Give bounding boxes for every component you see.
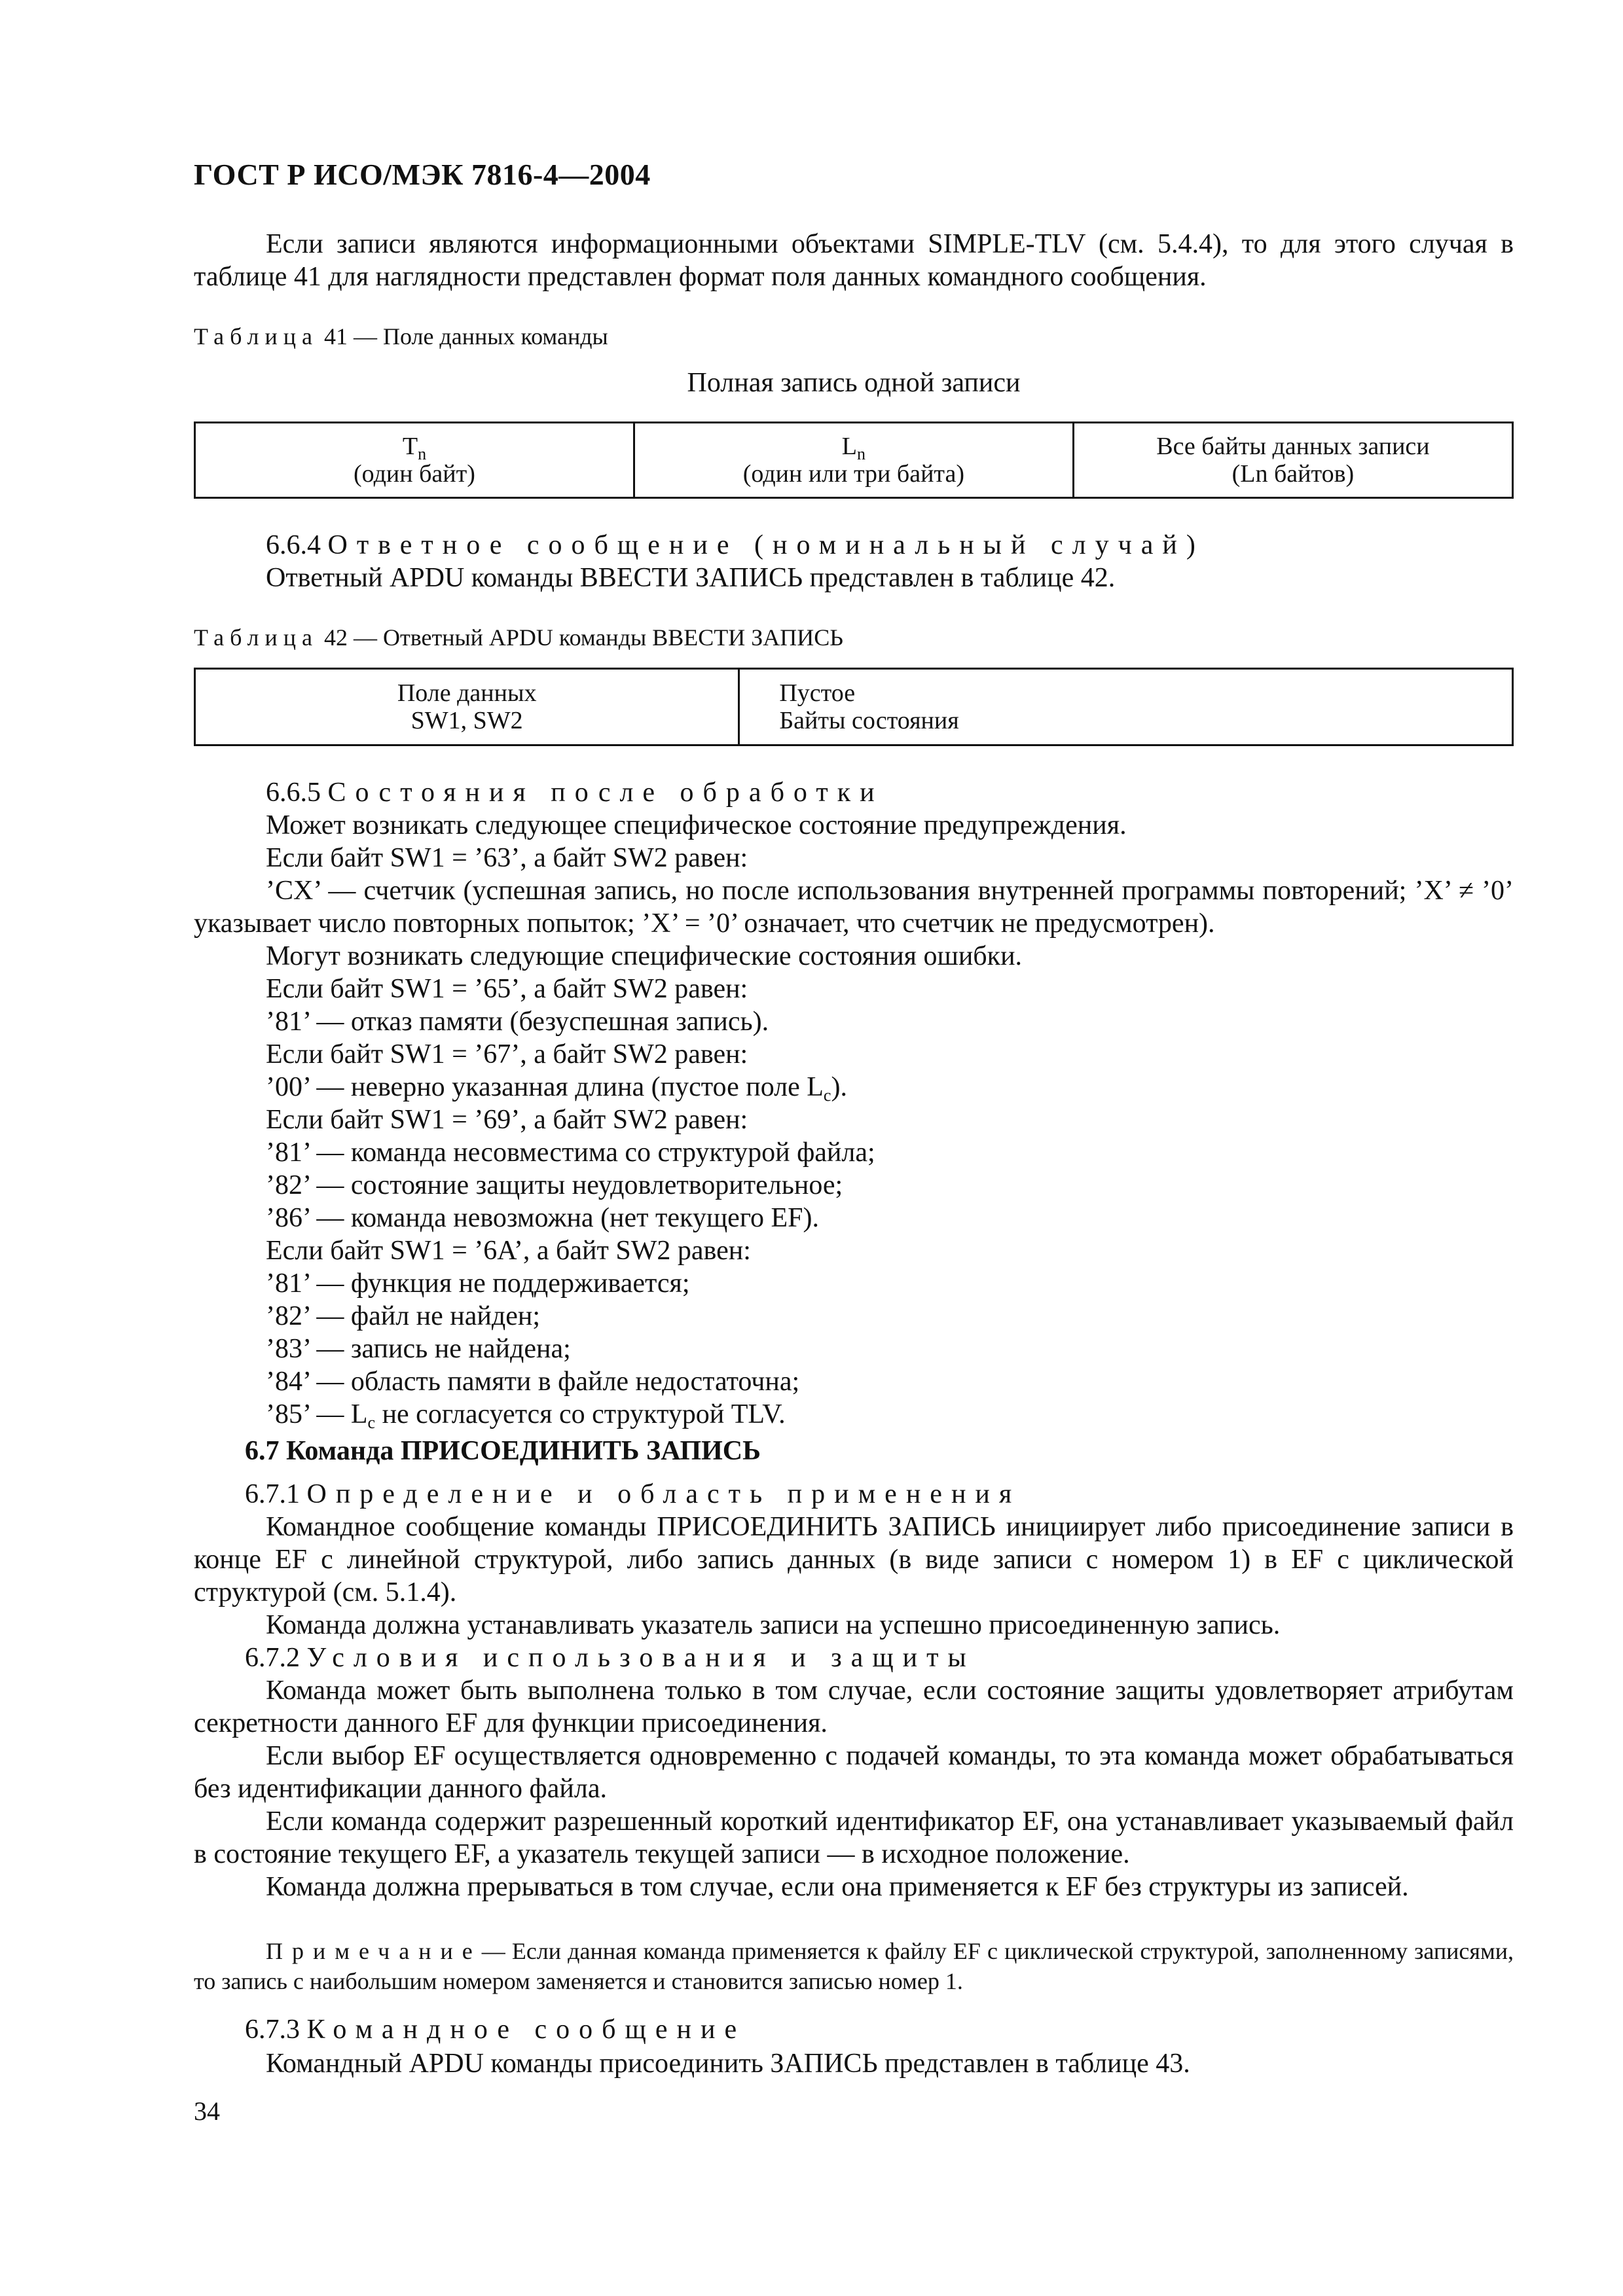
section-6-6-5-title bbox=[194, 776, 1514, 809]
cell-line2: (один или три байта) bbox=[742, 460, 964, 488]
text-line: ’86’ — команда невозможна (нет текущего EF). bbox=[266, 1203, 820, 1233]
section-6-7-3-title bbox=[245, 2013, 746, 2046]
caption-text: 41 — Поле данных команды bbox=[318, 323, 608, 350]
table-41 bbox=[194, 422, 1514, 499]
table41-heading: Полная запись одной записи bbox=[687, 368, 1021, 398]
text-part: ’85’ — L bbox=[266, 1399, 368, 1429]
text-line: Могут возникать следующие специфические состояния ошибки. bbox=[266, 941, 1023, 971]
note-label: Примечание bbox=[266, 1938, 482, 1964]
text-paragraph: Если выбор EF осуществляется одновременно с подачей команды, то эта команда может обрабатываться без идентификации данного файла. bbox=[194, 1741, 1514, 1804]
section-6-7-1-title bbox=[194, 1478, 1514, 1511]
text-line: Если байт SW1 = ’67’, а байт SW2 равен: bbox=[266, 1039, 748, 1069]
cell-line1: Пустое bbox=[779, 679, 856, 707]
section-6-7-title: 6.7 Команда ПРИСОЕДИНИТЬ ЗАПИСЬ bbox=[245, 1436, 761, 1466]
section-title: Командное сообщение bbox=[306, 2015, 746, 2045]
section-number: 6.7.1 bbox=[245, 1479, 307, 1509]
page-number: 34 bbox=[194, 2096, 220, 2126]
text-line: Если байт SW1 = ’6A’, а байт SW2 равен: bbox=[266, 1236, 751, 1266]
text-line bbox=[194, 1398, 1514, 1431]
text-part: ). bbox=[831, 1072, 847, 1102]
table-cell-left bbox=[195, 669, 739, 745]
cell-main: Все байты данных записи bbox=[1156, 433, 1430, 460]
note-text: — Если данная команда применяется к файлу EF с циклической структурой, заполненному записями, то запись с наибольшим номером заменяется и становится записью номер 1. bbox=[194, 1938, 1514, 1994]
section-title: Определение и область применения bbox=[306, 1479, 1021, 1509]
section-6-6-4-text: Ответный APDU команды ВВЕСТИ ЗАПИСЬ представлен в таблице 42. bbox=[266, 563, 1116, 593]
text-paragraph: ’CX’ — счетчик (успешная запись, но после использования внутренней программы повторений; ’X’ ≠ ’0’ указывает число повторных попыток; ’X’ = ’0’ означает, что счетчик не предусмотрен). bbox=[194, 876, 1514, 939]
table-42 bbox=[194, 668, 1514, 746]
text-line: Если байт SW1 = ’63’, а байт SW2 равен: bbox=[266, 843, 748, 873]
text-line: ’84’ — область памяти в файле недостаточна; bbox=[266, 1367, 800, 1397]
caption-label: Таблица bbox=[194, 323, 318, 350]
section-6-7-2-title bbox=[194, 1641, 1514, 1674]
table-cell-ln bbox=[634, 423, 1073, 498]
caption-text: 42 — Ответный APDU команды ВВЕСТИ ЗАПИСЬ bbox=[318, 624, 843, 651]
cell-line2: Байты состояния bbox=[779, 707, 959, 734]
cell-sub: n bbox=[418, 444, 427, 463]
section-6-6-4-title bbox=[266, 529, 1205, 562]
cell-line2: (один байт) bbox=[354, 460, 475, 488]
subscript: c bbox=[823, 1086, 831, 1105]
document-header: ГОСТ Р ИСО/МЭК 7816-4—2004 bbox=[194, 158, 651, 191]
section-number: 6.6.5 bbox=[266, 778, 328, 808]
cell-line2: (Ln байтов) bbox=[1231, 460, 1355, 488]
note bbox=[194, 1936, 1514, 1996]
text-line: ’81’ — функция не поддерживается; bbox=[266, 1268, 690, 1299]
text-paragraph: Команда может быть выполнена только в том случае, если состояние защиты удовлетворяет атрибутам секретности данного EF для функции присоединения. bbox=[194, 1676, 1514, 1738]
cell-line1: Поле данных bbox=[397, 679, 537, 707]
section-6-7-3-text: Командный APDU команды присоединить ЗАПИСЬ представлен в таблице 43. bbox=[266, 2049, 1190, 2079]
table41-caption bbox=[194, 322, 608, 351]
text-line: Команда должна устанавливать указатель записи на успешно присоединенную запись. bbox=[266, 1610, 1281, 1640]
text-line: ’81’ — команда несовместима со структурой файла; bbox=[266, 1138, 875, 1168]
table-cell-right bbox=[739, 669, 1513, 745]
text-line: ’82’ — файл не найден; bbox=[266, 1301, 541, 1331]
text-line bbox=[194, 1071, 1514, 1103]
section-6-6-5 bbox=[194, 776, 1514, 1431]
text-part: ’00’ — неверно указанная длина (пустое поле L bbox=[266, 1072, 824, 1102]
table-cell-tn bbox=[195, 423, 634, 498]
cell-line2: SW1, SW2 bbox=[410, 707, 523, 734]
text-paragraph: Если команда содержит разрешенный короткий идентификатор EF, она устанавливает указываемый файл в состояние текущего EF, а указатель текущей записи — в исходное положение. bbox=[194, 1806, 1514, 1869]
intro-paragraph: Если записи являются информационными объектами SIMPLE-TLV (см. 5.4.4), то для этого случая в таблице 41 для наглядности представлен формат поля данных командного сообщения. bbox=[194, 229, 1514, 292]
text-paragraph: Командное сообщение команды ПРИСОЕДИНИТЬ ЗАПИСЬ инициирует либо присоединение записи в конце EF с линейной структурой, либо запись данных (в виде записи с номером 1) в EF с циклической структурой (см. 5.1.4). bbox=[194, 1512, 1514, 1607]
section-number: 6.7.3 bbox=[245, 2015, 307, 2045]
section-title: Условия использования и защиты bbox=[306, 1643, 976, 1673]
cell-main: T bbox=[402, 433, 418, 460]
table-row bbox=[195, 669, 1513, 745]
text-paragraph: Команда должна прерываться в том случае, если она применяется к EF без структуры из записей. bbox=[266, 1872, 1409, 1902]
section-number: 6.6.4 bbox=[266, 530, 328, 560]
section-number: 6.7.2 bbox=[245, 1643, 307, 1673]
text-line: ’82’ — состояние защиты неудовлетворительное; bbox=[266, 1170, 843, 1200]
text-line: ’83’ — запись не найдена; bbox=[266, 1334, 571, 1364]
text-line: Если байт SW1 = ’69’, а байт SW2 равен: bbox=[266, 1105, 748, 1135]
cell-sub: n bbox=[856, 444, 866, 463]
section-title: Состояния после обработки bbox=[327, 778, 884, 808]
text-line: Если байт SW1 = ’65’, а байт SW2 равен: bbox=[266, 974, 748, 1004]
table-cell-data bbox=[1073, 423, 1512, 498]
section-6-7-1 bbox=[194, 1478, 1514, 1903]
text-line: Может возникать следующее специфическое состояние предупреждения. bbox=[266, 810, 1127, 840]
table-row bbox=[195, 423, 1513, 498]
table42-caption bbox=[194, 623, 843, 652]
text-line: ’81’ — отказ памяти (безуспешная запись). bbox=[266, 1007, 769, 1037]
cell-main: L bbox=[841, 433, 857, 460]
subscript: c bbox=[367, 1413, 376, 1432]
text-part: не согласуется со структурой TLV. bbox=[375, 1399, 786, 1429]
section-title: Ответное сообщение (номинальный случай) bbox=[327, 530, 1205, 560]
caption-label: Таблица bbox=[194, 624, 318, 651]
